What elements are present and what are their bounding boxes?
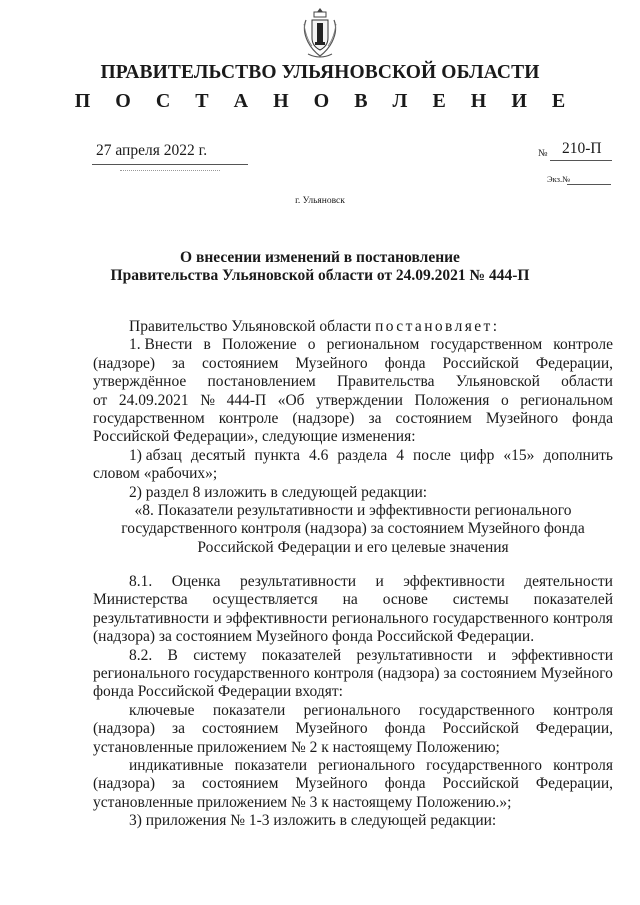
word: 8.1.: [129, 573, 153, 591]
word: постановлением: [207, 373, 316, 391]
quoted-section-title: [93, 502, 613, 557]
word: государственном: [93, 409, 205, 427]
word: фонда: [384, 720, 426, 738]
word: (надзора): [93, 775, 155, 793]
paragraph-8-1: [93, 573, 613, 647]
word: области: [561, 373, 613, 391]
government-title: ПРАВИТЕЛЬСТВО УЛЬЯНОВСКОЙ ОБЛАСТИ: [100, 62, 540, 83]
word: Ульяновской: [455, 373, 540, 391]
word: за: [443, 665, 457, 683]
word: ключевые: [129, 701, 195, 719]
document-body: [93, 318, 613, 831]
subject-line: О внесении изменений в постановление: [180, 249, 460, 266]
word: регионального: [93, 665, 190, 683]
word: Российской: [442, 775, 519, 793]
word: состоянием: [395, 409, 472, 427]
intro-text: Правительство Ульяновской области: [129, 318, 372, 335]
word: региональном: [326, 336, 420, 354]
word: показателей: [261, 646, 342, 664]
word: состоянием: [202, 354, 279, 372]
document-number: 210-П: [562, 140, 602, 157]
word: показатели: [234, 756, 308, 774]
word: эффективности: [225, 609, 328, 627]
word: состоянием: [460, 665, 537, 683]
justified-line: [93, 665, 613, 683]
date-dotted-underline: [120, 170, 220, 171]
paragraph-last-line: словом «рабочих»;: [93, 465, 218, 483]
word: от: [93, 391, 108, 409]
word: государственного: [193, 665, 310, 683]
word: Музейного: [540, 665, 613, 683]
word: Российской: [442, 354, 519, 372]
word: Музейного: [295, 775, 368, 793]
indicative-indicators-paragraph: [93, 757, 613, 812]
word: Российской: [442, 720, 519, 738]
date-underline: [92, 164, 248, 165]
quote-title-line: Российской Федерации и его целевые значения: [197, 538, 509, 556]
word: пункта: [254, 446, 301, 464]
word: систему: [193, 646, 247, 664]
word: «Об: [277, 391, 305, 409]
word: после: [413, 446, 451, 464]
word: системы: [452, 591, 509, 609]
resolves-word: постановляет:: [375, 318, 500, 335]
word: результативности: [356, 646, 473, 664]
word: раздела: [337, 446, 388, 464]
paragraph-last-line: Российской Федерации», следующие изменения:: [93, 428, 416, 446]
word: за: [368, 409, 382, 427]
quote-title-line: государственного контроля (надзора) за состоянием Музейного фонда: [121, 520, 585, 538]
justified-line: [93, 702, 613, 720]
word: региональном: [520, 391, 613, 409]
word: состоянием: [202, 720, 279, 738]
justified-line: [93, 392, 613, 410]
word: результативности: [93, 609, 210, 627]
justified-line: [93, 591, 613, 609]
word: №: [200, 391, 215, 409]
word: Положение: [221, 336, 297, 354]
justified-line: [93, 775, 613, 793]
word: состоянием: [202, 775, 279, 793]
word: регионального: [303, 701, 401, 719]
word: контроля: [553, 701, 613, 719]
word: Музейного: [295, 720, 368, 738]
word: на: [342, 591, 358, 609]
word: Правительства: [336, 373, 435, 391]
word: эффективности: [511, 646, 613, 664]
word: за: [172, 354, 186, 372]
item-2: 2) раздел 8 изложить в следующей редакции:: [129, 483, 428, 501]
word: «15»: [503, 446, 535, 464]
word: и: [375, 573, 384, 591]
word: Федерации,: [535, 354, 613, 372]
word: и: [487, 646, 497, 664]
paragraph-last-line: установленные приложением № 3 к настоящему Положению.»;: [93, 793, 512, 811]
word: 444-П: [226, 391, 267, 409]
word: в: [203, 336, 211, 354]
number-label: №: [538, 148, 548, 159]
word: Министерства: [93, 591, 188, 609]
word: 8.2.: [129, 646, 153, 664]
word: (надзоре): [292, 409, 355, 427]
paragraph-last-line: фонда Российской Федерации входят:: [93, 683, 343, 701]
justified-line: [93, 720, 613, 738]
word: 1) абзац: [129, 446, 182, 464]
paragraph-last-line: (надзора) за состоянием Музейного фонда Российской Федерации.: [93, 628, 535, 646]
word: о: [307, 336, 316, 354]
word: о: [500, 391, 509, 409]
justified-line: [93, 447, 613, 465]
paragraph-last-line: установленные приложением № 2 к настоящему Положению;: [93, 738, 500, 756]
word: основе: [382, 591, 428, 609]
word: показатели: [212, 701, 286, 719]
word: эффективности: [403, 573, 505, 591]
word: и: [213, 609, 222, 627]
number-underline: [550, 160, 612, 161]
word: контроле: [218, 409, 279, 427]
word: 4.6: [309, 446, 329, 464]
justified-line: [93, 410, 613, 428]
word: фонда: [384, 775, 426, 793]
word: 24.09.2021: [118, 391, 189, 409]
quote-title-line: «8. Показатели результативности и эффективности регионального: [134, 501, 572, 519]
word: фонда: [384, 354, 426, 372]
word: государственном: [430, 336, 543, 354]
word: государственного: [418, 701, 535, 719]
word: государственного: [432, 609, 549, 627]
intro-paragraph: [93, 318, 613, 336]
justified-line: [93, 647, 613, 665]
word: фонда: [572, 409, 613, 427]
justified-line: [93, 757, 613, 775]
word: В: [167, 646, 178, 664]
copy-number-underline: [567, 184, 611, 185]
word: цифр: [459, 446, 495, 464]
word: дополнить: [543, 446, 613, 464]
word: (надзора): [93, 720, 155, 738]
document-date: 27 апреля 2022 г.: [96, 142, 208, 159]
item-1: [93, 447, 613, 484]
spacer: [93, 557, 613, 573]
word: показателей: [533, 591, 613, 609]
word: результативности: [239, 573, 357, 591]
word: Положения: [414, 391, 490, 409]
justified-line: [93, 336, 613, 354]
justified-line: [93, 355, 613, 373]
word: Музейного: [295, 354, 368, 372]
coat-of-arms-emblem: [300, 6, 340, 62]
word: контроля: [553, 609, 613, 627]
justified-line: [93, 373, 613, 391]
copy-number-label: Экз.№: [547, 174, 571, 184]
word: Федерации,: [535, 775, 613, 793]
document-type-title: П О С Т А Н О В Л Е Н И Е: [74, 90, 576, 112]
word: индикативные: [129, 756, 224, 774]
word: Федерации,: [535, 720, 613, 738]
word: контроля: [313, 665, 374, 683]
word: утверждении: [316, 391, 403, 409]
document-subject: [0, 249, 640, 285]
word: 1. Внести: [129, 336, 193, 354]
word: десятый: [190, 446, 246, 464]
justified-line: [93, 573, 613, 591]
paragraph-8-2: [93, 647, 613, 702]
paragraph-1: [93, 336, 613, 446]
word: Музейного: [485, 409, 559, 427]
word: за: [172, 775, 186, 793]
word: контроля: [553, 756, 613, 774]
word: регионального: [318, 756, 416, 774]
word: (надзора): [377, 665, 440, 683]
word: деятельности: [524, 573, 613, 591]
city-name: г. Ульяновск: [295, 196, 345, 206]
word: Оценка: [171, 573, 221, 591]
key-indicators-paragraph: [93, 702, 613, 757]
justified-line: [93, 610, 613, 628]
word: осуществляется: [212, 591, 318, 609]
word: утверждённое: [93, 373, 187, 391]
item-3: 3) приложения № 1-3 изложить в следующей редакции:: [129, 812, 497, 830]
word: контроле: [553, 336, 613, 354]
subject-line: Правительства Ульяновской области от 24.09.2021 № 444-П: [110, 267, 530, 284]
word: за: [172, 720, 186, 738]
word: 4: [396, 446, 405, 464]
word: государственного: [426, 756, 543, 774]
word: (надзоре): [93, 354, 155, 372]
word: регионального: [331, 609, 429, 627]
